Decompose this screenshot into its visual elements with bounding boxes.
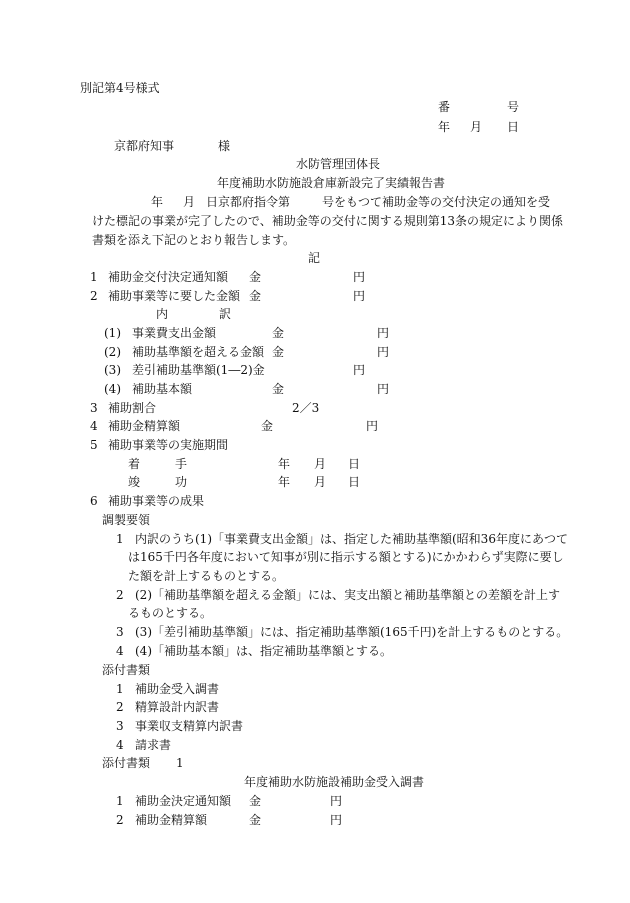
guideline-4-num: 4 [116,644,124,658]
sub-4-num: (4) [104,382,121,396]
breakdown-label-2: 訳 [219,307,232,321]
start-day: 日 [348,457,361,471]
intro-year: 年 [151,195,164,209]
attachment1-row-1-yen: 円 [330,794,343,808]
sub-1-num: (1) [104,326,121,340]
item-3-num: 3 [90,401,98,415]
addressee: 京都府知事 [114,139,175,153]
item-4-yen: 円 [366,419,379,433]
sender: 水防管理団体長 [296,157,381,171]
sub-4-label: 補助基本額 [132,382,193,396]
item-6-label: 補助事業等の成果 [108,494,205,508]
attachment1-row-2-num: 2 [116,813,124,827]
attachment1-label: 添付書類 [102,756,151,770]
intro-line3: 書類を添え下記のとおり報告します。 [92,233,296,247]
attachment-2-num: 2 [116,700,124,714]
item-4-kin: 金 [261,419,274,433]
intro-line2: けた標記の事業が完了したので、補助金等の交付に関する規則第13条の規定により関係 [92,214,564,228]
date-day: 日 [507,120,520,134]
item-2-label: 補助事業等に要した金額 [108,289,241,303]
document-title: 年度補助水防施設倉庫新設完了実績報告書 [216,176,446,190]
sub-1-label: 事業費支出金額 [132,326,217,340]
item-1-yen: 円 [353,270,366,284]
attachment1-row-2-kin: 金 [249,813,262,827]
attachment1-num: 1 [176,756,184,770]
item-1-label: 補助金交付決定通知額 [108,270,229,284]
attachment-2-label: 精算設計内訳書 [135,700,220,714]
guideline-2-line1: (2)「補助基準額を超える金額」には、実支出額と補助基準額との差額を計上す [135,588,561,602]
item-4-num: 4 [90,419,98,433]
breakdown-label-1: 内 [156,307,169,321]
intro-month: 月 [183,195,196,209]
attachment-4-label: 請求書 [135,738,172,752]
guideline-3-line1: (3)「差引補助基準額」には、指定補助基準額(165千円)を計上するものとする。 [135,625,569,639]
finish-year: 年 [278,475,291,489]
sub-3-num: (3) [104,363,121,377]
guideline-2-line2: るものとする。 [128,606,213,620]
sub-2-kin: 金 [272,345,285,359]
item-5-num: 5 [90,438,98,452]
finish-month: 月 [314,475,327,489]
item-6-num: 6 [90,494,98,508]
guidelines-heading: 調製要領 [102,513,151,527]
date-month: 月 [470,120,483,134]
number-suffix: 号 [507,100,520,114]
attachment1-row-1-kin: 金 [249,794,262,808]
finish-day: 日 [348,475,361,489]
item-1-kin: 金 [249,270,262,284]
guideline-1-line2: は165千円各年度において知事が別に指示する額とする)にかかわらず実際に要し [128,550,564,564]
sub-1-yen: 円 [377,326,390,340]
sub-2-yen: 円 [377,345,390,359]
intro-text: 日京都府指令第 [206,195,291,209]
attachment1-title: 年度補助水防施設補助金受入調書 [243,775,425,789]
guideline-1-line1: 内訳のうち(1)「事業費支出金額」は、指定した補助基準額(昭和36年度にあつて [135,532,568,546]
attachment1-row-2-yen: 円 [330,813,343,827]
sub-4-kin: 金 [272,382,285,396]
attachment-4-num: 4 [116,738,124,752]
item-3-value: 2／3 [292,401,320,415]
sub-3-label: 差引補助基準額(1―2)金 [132,363,265,377]
guideline-1-num: 1 [116,532,124,546]
start-year: 年 [278,457,291,471]
intro-rest: 号をもつて補助金等の交付決定の通知を受 [322,195,551,209]
attachments-heading: 添付書類 [102,663,151,677]
attachment-1-label: 補助金受入調書 [135,682,220,696]
number-label: 番 [438,100,451,114]
item-3-label: 補助割合 [108,401,157,415]
sub-2-num: (2) [104,345,121,359]
item-4-label: 補助金精算額 [108,419,181,433]
item-5-label: 補助事業等の実施期間 [108,438,229,452]
sub-3-yen: 円 [353,363,366,377]
start-month: 月 [314,457,327,471]
guideline-2-num: 2 [116,588,124,602]
attachment-1-num: 1 [116,682,124,696]
finish-label-2: 功 [175,475,188,489]
attachment-3-label: 事業収支精算内訳書 [135,719,244,733]
form-label: 別記第4号様式 [80,81,160,95]
date-year: 年 [438,120,451,134]
item-2-num: 2 [90,289,98,303]
item-1-num: 1 [90,270,98,284]
attachment1-row-1-num: 1 [116,794,124,808]
start-label-1: 着 [128,457,141,471]
guideline-3-num: 3 [116,625,124,639]
attachment-3-num: 3 [116,719,124,733]
addressee-honorific: 様 [218,139,231,153]
start-label-2: 手 [175,457,188,471]
item-2-yen: 円 [353,289,366,303]
attachment1-row-1-label: 補助金決定通知額 [135,794,232,808]
guideline-1-line3: た額を計上するものとする。 [128,569,285,583]
sub-1-kin: 金 [272,326,285,340]
ki-label: 記 [308,251,321,265]
finish-label-1: 竣 [128,475,141,489]
sub-2-label: 補助基準額を超える金額 [132,345,265,359]
item-2-kin: 金 [249,289,262,303]
attachment1-row-2-label: 補助金精算額 [135,813,208,827]
sub-4-yen: 円 [377,382,390,396]
guideline-4-line1: (4)「補助基本額」は、指定補助基準額とする。 [135,644,392,658]
